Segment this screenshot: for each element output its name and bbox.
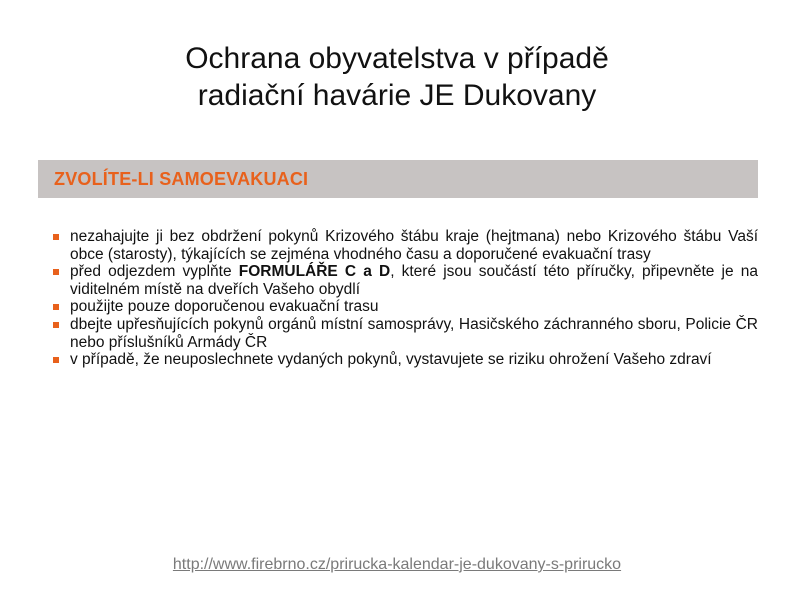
list-item: [52, 351, 758, 369]
section-banner: [38, 160, 758, 198]
instruction-list: [52, 228, 758, 369]
list-item: [52, 263, 758, 298]
square-bullet-icon: [53, 269, 59, 275]
square-bullet-icon: [53, 357, 59, 363]
list-item-text: použijte pouze doporučenou evakuační trasu: [70, 298, 379, 316]
source-link[interactable]: http://www.firebrno.cz/prirucka-kalendar-je-dukovany-s-prirucko: [172, 556, 622, 573]
list-item-text-after: , které jsou součástí této příručky, připevněte je na viditelném místě na dveřích Vašeho obydlí: [70, 263, 758, 298]
list-item-text: v případě, že neuposlechnete vydaných pokynů, vystavujete se riziku ohrožení Vašeho zdraví: [70, 351, 712, 369]
banner-title: ZVOLÍTE-LI SAMOEVAKUACI: [54, 168, 309, 189]
square-bullet-icon: [53, 304, 59, 310]
list-item: [52, 316, 758, 351]
list-item-text-before: před odjezdem vyplňte: [70, 263, 239, 281]
list-item: [52, 228, 758, 263]
slide-title: [0, 40, 794, 114]
forms-emphasis: FORMULÁŘE C a D: [238, 263, 391, 281]
square-bullet-icon: [53, 234, 59, 240]
slide-title-line-1: Ochrana obyvatelstva v případě: [185, 42, 609, 75]
list-item-text: dbejte upřesňujících pokynů orgánů místní samosprávy, Hasičského záchranného sboru, Policie ČR nebo příslušníků Armády ČR: [70, 315, 758, 351]
slide-title-line-2: radiační havárie JE Dukovany: [197, 79, 597, 112]
list-item: [52, 298, 758, 316]
list-item-text: [70, 263, 758, 298]
square-bullet-icon: [53, 322, 59, 328]
list-item-text: nezahajujte ji bez obdržení pokynů Krizového štábu kraje (hejtmana) nebo Krizového štábu Vaší obce (starosty), týkajících se zejména vhodného času a doporučené evakuační trasy: [70, 228, 758, 263]
